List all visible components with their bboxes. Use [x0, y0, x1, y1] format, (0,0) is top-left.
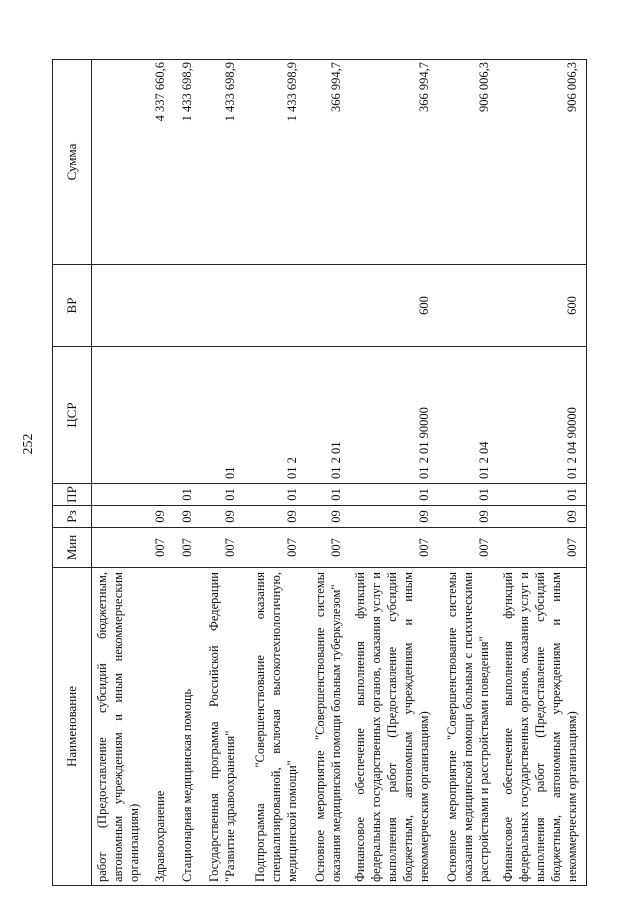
cell-pr: 01: [244, 484, 306, 506]
cell-csr: 01 2 01: [306, 347, 350, 484]
table-row: [438, 60, 498, 886]
cell-rz: 09: [438, 506, 498, 528]
cell-min: 007: [438, 528, 498, 568]
table-row: [92, 60, 149, 886]
cell-min: 007: [306, 528, 350, 568]
cell-sum: 906 006,3: [438, 60, 498, 265]
cell-csr: 01 2 04 90000: [498, 347, 587, 484]
cell-min: 007: [244, 528, 306, 568]
cell-sum: 4 337 660,6: [148, 60, 174, 265]
cell-csr: [174, 347, 201, 484]
cell-min: [92, 528, 149, 568]
header-sum: Сумма: [53, 60, 92, 265]
cell-name: Здравоохранение: [148, 568, 174, 886]
cell-vr: [244, 265, 306, 347]
cell-name: Подпрограмма "Совершенствование оказания специализированной, включая высокотехнологичную, медицинской помощи": [244, 568, 306, 886]
cell-vr: [438, 265, 498, 347]
table-header-row: [53, 60, 92, 886]
cell-min: 007: [148, 528, 174, 568]
header-name: Наименование: [53, 568, 92, 886]
cell-name: Финансовое обеспечение выполнения функций федеральных государственных органов, оказания услуг и выполнения работ (Предоставление субсидий бюджетным, автономным учреждениям и иным некоммерческим организациям): [350, 568, 438, 886]
table-row: [306, 60, 350, 886]
cell-rz: 09: [350, 506, 438, 528]
cell-pr: 01: [306, 484, 350, 506]
cell-name: Основное мероприятие "Совершенствование системы оказания медицинской помощи больным туберкулезом": [306, 568, 350, 886]
cell-sum: 1 433 698,9: [244, 60, 306, 265]
table-row: [148, 60, 174, 886]
cell-min: 007: [174, 528, 201, 568]
cell-pr: 01: [350, 484, 438, 506]
cell-vr: 600: [498, 265, 587, 347]
cell-csr: 01 2 01 90000: [350, 347, 438, 484]
cell-rz: 09: [201, 506, 244, 528]
cell-sum: 366 994,7: [306, 60, 350, 265]
table-row: [498, 60, 587, 886]
cell-rz: [92, 506, 149, 528]
header-min: Мин: [53, 528, 92, 568]
cell-pr: 01: [438, 484, 498, 506]
header-csr: ЦСР: [53, 347, 92, 484]
cell-rz: 09: [244, 506, 306, 528]
table-row: [174, 60, 201, 886]
cell-pr: [148, 484, 174, 506]
cell-min: 007: [498, 528, 587, 568]
page-number: 252: [21, 433, 36, 455]
cell-sum: 1 433 698,9: [174, 60, 201, 265]
header-rz: Рз: [53, 506, 92, 528]
cell-pr: 01: [201, 484, 244, 506]
table-row: [350, 60, 438, 886]
budget-table: [52, 59, 587, 886]
cell-vr: [174, 265, 201, 347]
cell-vr: [201, 265, 244, 347]
cell-sum: 906 006,3: [498, 60, 587, 265]
cell-min: 007: [201, 528, 244, 568]
cell-csr: 01: [201, 347, 244, 484]
cell-pr: 01: [498, 484, 587, 506]
header-vr: ВР: [53, 265, 92, 347]
header-pr: ПР: [53, 484, 92, 506]
cell-csr: 01 2 04: [438, 347, 498, 484]
cell-name: Основное мероприятие "Совершенствование системы оказания медицинской помощи больным с психическими расстройствами и расстройствами поведения": [438, 568, 498, 886]
cell-vr: [148, 265, 174, 347]
cell-pr: 01: [174, 484, 201, 506]
cell-name: Финансовое обеспечение выполнения функций федеральных государственных органов, оказания услуг и выполнения работ (Предоставление субсидий бюджетным, автономным учреждениям и иным некоммерческим организациям): [498, 568, 587, 886]
cell-min: 007: [350, 528, 438, 568]
table-row: [244, 60, 306, 886]
cell-rz: 09: [148, 506, 174, 528]
cell-name: Стационарная медицинская помощь: [174, 568, 201, 886]
cell-pr: [92, 484, 149, 506]
cell-rz: 09: [306, 506, 350, 528]
cell-vr: 600: [350, 265, 438, 347]
cell-sum: [92, 60, 149, 265]
cell-vr: [306, 265, 350, 347]
cell-csr: [148, 347, 174, 484]
cell-csr: [92, 347, 149, 484]
cell-rz: 09: [498, 506, 587, 528]
cell-name: Государственная программа Российской Федерации "Развитие здравоохранения": [201, 568, 244, 886]
cell-sum: 1 433 698,9: [201, 60, 244, 265]
cell-csr: 01 2: [244, 347, 306, 484]
budget-table-rotated: [52, 60, 605, 886]
table-row: [201, 60, 244, 886]
cell-sum: 366 994,7: [350, 60, 438, 265]
cell-vr: [92, 265, 149, 347]
cell-name: работ (Предоставление субсидий бюджетным, автономным учреждениям и иным некоммерческим организациям): [92, 568, 149, 886]
cell-rz: 09: [174, 506, 201, 528]
